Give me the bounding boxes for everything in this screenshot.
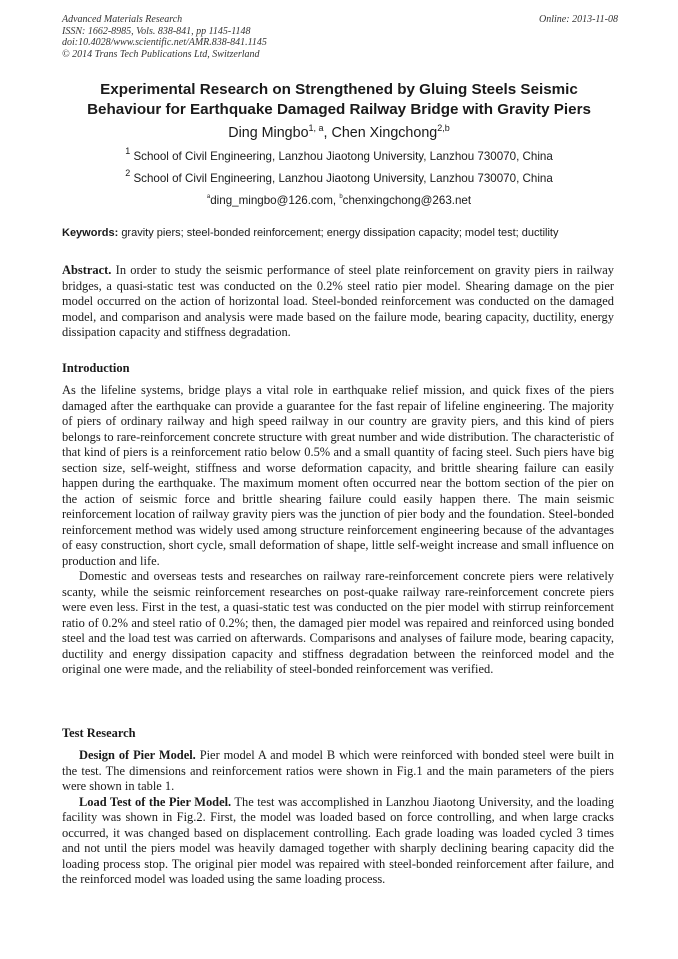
introduction-paragraph-1: As the lifeline systems, bridge plays a vital role in earthquake relief mission, and quick fixes of the piers damaged after the earthquake can provide a guarantee for the fast repair of lifeline engineering. The majority of piers of ordinary railway and high speed railway in our country are gravity piers, and this kind of piers belongs to rare-reinforcement concrete structure with great number and wide distribution. The characteristic of that kind of piers is a reinforcement ratio below 0.5% and a small quantity of facing steel. Such piers have big section size, self-weight, stiffness and worse deformation capacity, and brittle shearing failure can easily happen during the earthquake. The maximum moment often occurred near the bottom section of the pier on the action of seismic force and brittle shearing failure could easily happen there. The main seismic reinforcement location of railway gravity piers was the junction of pier body and the foundation. Steel-bonded reinforcement method was widely used among structure reinforcement engineering because of the advantages of easy construction, short cycle, small deformation of shape, little self-weight increase and small influence on production and life. — [62, 383, 614, 568]
author-list — [40, 124, 638, 142]
load-test-label: Load Test of the Pier Model. — [79, 794, 232, 809]
test-research-body — [62, 748, 614, 888]
affiliation-2-mark: 2 — [125, 168, 131, 178]
journal-header — [62, 14, 618, 60]
author-emails — [40, 194, 638, 208]
title-line-2: Behaviour for Earthquake Damaged Railway Bridge with Gravity Piers — [87, 101, 591, 118]
title-line-1: Experimental Research on Strengthened by Gluing Steels Seismic — [100, 81, 578, 98]
affiliation-2-text: School of Civil Engineering, Lanzhou Jiaotong University, Lanzhou 730070, China — [133, 172, 553, 185]
journal-doi: doi:10.4028/www.scientific.net/AMR.838-841.1145 — [62, 37, 267, 48]
abstract-text: In order to study the seismic performance of steel plate reinforcement on gravity piers in railway bridges, a quasi-static test was conducted on the 0.2% steel ratio pier model. Shearing damage on the pier model occurred on the action of horizontal load. Steel-bonded reinforcement was conducted on the damaged model, and comparison and analysis were made based on the failure mode, bearing capacity, ductility, energy dissipation capacity and stiffness degradation. — [62, 263, 615, 339]
keywords-text: gravity piers; steel-bonded reinforcement; energy dissipation capacity; model test; ductility — [121, 227, 559, 239]
keywords-label: Keywords: — [62, 227, 119, 239]
email-a-mark: a — [206, 194, 211, 200]
author-1-affil-mark: 1, a — [308, 123, 324, 133]
affiliation-1 — [40, 146, 638, 164]
introduction-heading: Introduction — [62, 361, 130, 375]
author-1: Ding Mingbo — [228, 125, 309, 141]
author-2: Chen Xingchong — [331, 125, 438, 141]
affiliation-1-mark: 1 — [125, 146, 131, 156]
journal-name: Advanced Materials Research — [62, 14, 183, 25]
design-pier-model-text: Pier model A and model B which were reinforced with bonded steel were built in the test. The dimensions and reinforcement ratios were shown in Fig.1 and the main parameters of the piers were shown in table 1. — [62, 748, 615, 793]
journal-copyright: © 2014 Trans Tech Publications Ltd, Switzerland — [62, 48, 260, 60]
abstract — [62, 263, 614, 341]
email-separator: , — [332, 194, 340, 207]
test-research-heading: Test Research — [62, 726, 136, 740]
author-2-affil-mark: 2,b — [437, 123, 450, 133]
online-date: Online: 2013-11-08 — [539, 14, 618, 25]
load-test-text: The test was accomplished in Lanzhou Jiaotong University, and the loading facility was shown in Fig.2. First, the model was loaded based on force controlling, and when large cracks occurred, it was changed based on displacement controlling. Each grade loading was loaded cycled 3 times and not until the piers model was heavily damaged together with sharply declining bearing capacity did the loading process stop. The original pier model was repaired with steel-bonded reinforcement after failure, and the reinforced model was loaded using the same loading process. — [62, 794, 614, 886]
email-b-mark: b — [339, 194, 343, 200]
paper-title — [40, 80, 638, 120]
introduction-body — [62, 383, 614, 678]
journal-issn: ISSN: 1662-8985, Vols. 838-841, pp 1145-1148 — [62, 25, 251, 37]
author-separator: , — [323, 125, 332, 141]
design-pier-model-label: Design of Pier Model. — [79, 748, 196, 762]
abstract-label: Abstract. — [62, 263, 112, 277]
keywords-block — [62, 226, 614, 240]
affiliation-1-text: School of Civil Engineering, Lanzhou Jiaotong University, Lanzhou 730070, China — [133, 150, 553, 163]
introduction-paragraph-2: Domestic and overseas tests and researches on railway rare-reinforcement concrete piers were relatively scanty, while the seismic reinforcement researches on post-quake railway rare-reinforcement concrete piers were even less. First in the test, a quasi-static test was conducted on the pier model with stirrup reinforcement ratio of 0.2% and steel ratio of 0.2%; then, the damaged pier model was repaired and reinforced using bonded steel and the load test was carried on afterwards. Comparisons and analyses of failure mode, bearing capacity, ductility and energy dissipation capacity and stiffness degradation between the reinforced model and the original one were made, and the reliability of steel-bonded reinforcement was verified. — [62, 569, 614, 676]
affiliation-2 — [40, 168, 638, 186]
email-a: ding_mingbo@126.com — [210, 194, 333, 207]
email-b: chenxingchong@263.net — [342, 194, 472, 207]
